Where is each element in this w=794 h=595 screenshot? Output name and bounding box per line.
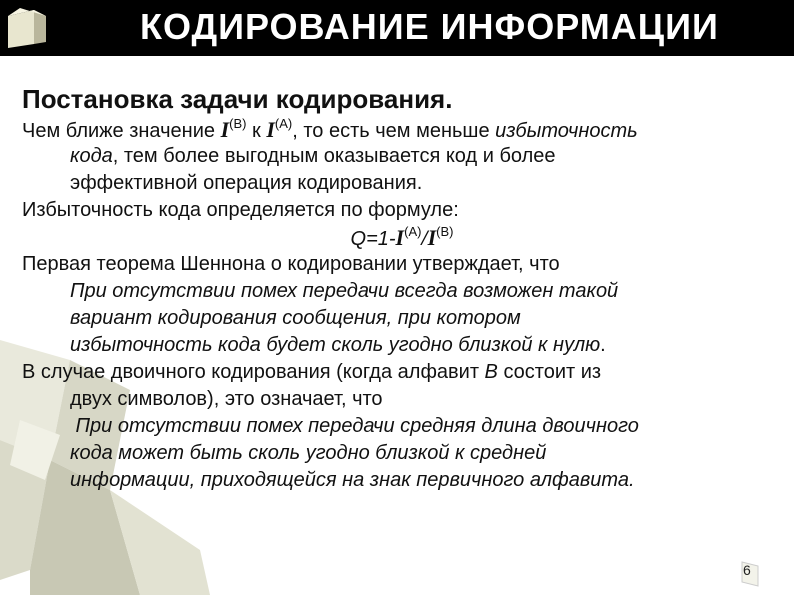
text: При отсутствии помех передачи средняя длина двоичного: [70, 415, 639, 437]
text: избыточность кода будет сколь угодно близкой к нулю: [70, 334, 601, 356]
text: Чем ближе значение: [22, 120, 221, 142]
text: кода может быть сколь угодно близкой к средней: [70, 442, 547, 464]
corollary-line2: [22, 440, 782, 467]
text: к: [246, 120, 267, 142]
para3-intro: Первая теорема Шеннона о кодировании утверждает, что: [22, 253, 560, 275]
text: .: [600, 334, 606, 356]
corollary-line1: [22, 413, 782, 440]
para1-line2: [22, 143, 782, 170]
cube-logo-icon: [4, 4, 50, 50]
para1-line1: [22, 116, 782, 143]
info-I-symbol: I: [220, 117, 230, 142]
superscript-a: (A): [404, 224, 422, 239]
text: В случае двоичного кодирования (когда алфавит: [22, 361, 485, 383]
text: При отсутствии помех передачи всегда возможен такой: [70, 280, 619, 302]
slide-title: КОДИРОВАНИЕ ИНФОРМАЦИИ: [140, 6, 719, 47]
page-number: 6: [743, 562, 751, 578]
para4-line2: двух символов), это означает, что: [70, 388, 383, 410]
term-redundancy: избыточность: [495, 120, 638, 142]
text: информации, приходящейся на знак первичного алфавита.: [70, 469, 635, 491]
corollary-line3: [22, 467, 782, 494]
theorem-line3: [22, 332, 782, 359]
para4-line1: [22, 359, 782, 386]
title-bar: [0, 0, 794, 56]
superscript-a: (A): [274, 116, 293, 131]
formula-slash: /: [421, 225, 428, 250]
superscript-b: (B): [436, 224, 454, 239]
text: вариант кодирования сообщения, при котором: [70, 307, 521, 329]
section-heading: Постановка задачи кодирования.: [22, 84, 453, 114]
formula: [22, 224, 782, 251]
formula-q: Q=1-: [350, 228, 396, 250]
info-I-symbol: I: [395, 225, 405, 250]
info-I-symbol: I: [266, 117, 275, 142]
theorem-line2: [22, 305, 782, 332]
para1-line3: эффективной операция кодирования.: [70, 172, 423, 194]
text: , тем более выгодным оказывается код и более: [112, 145, 556, 167]
slide-body: [22, 116, 782, 494]
para2: Избыточность кода определяется по формуле:: [22, 199, 459, 221]
text: состоит из: [497, 361, 602, 383]
term-code: кода: [70, 145, 113, 167]
info-I-symbol: I: [427, 225, 437, 250]
superscript-b: (B): [229, 116, 247, 131]
text: , то есть чем меньше: [292, 120, 496, 142]
theorem-line1: [22, 278, 782, 305]
alphabet-B: B: [484, 361, 498, 383]
